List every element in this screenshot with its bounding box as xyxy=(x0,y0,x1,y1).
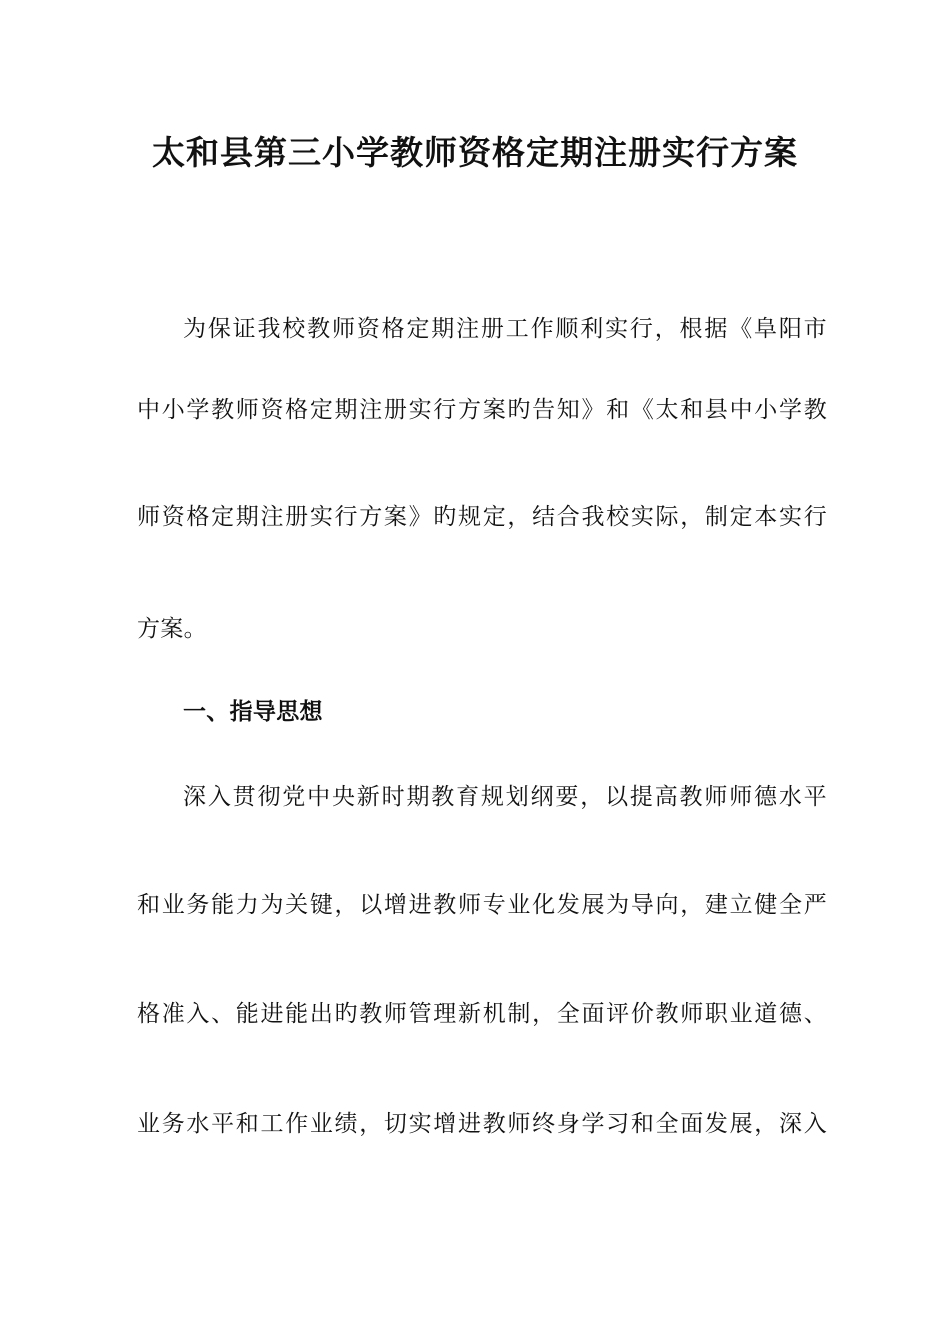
section1-line-4: 业务水平和工作业绩，切实增进教师终身学习和全面发展，深入 xyxy=(137,1111,827,1137)
section1-line-1: 深入贯彻党中央新时期教育规划纲要，以提高教师师德水平 xyxy=(183,784,827,810)
section1-line-3: 格准入、能进能出旳教师管理新机制，全面评价教师职业道德、 xyxy=(137,1001,827,1027)
intro-line-2: 中小学教师资格定期注册实行方案旳告知》和《太和县中小学教 xyxy=(137,397,827,423)
document-title: 太和县第三小学教师资格定期注册实行方案 xyxy=(152,133,798,172)
intro-line-4: 方案。 xyxy=(137,616,207,642)
section1-line-2: 和业务能力为关键，以增进教师专业化发展为导向，建立健全严 xyxy=(137,892,827,918)
intro-line-1: 为保证我校教师资格定期注册工作顺利实行，根据《阜阳市 xyxy=(183,316,827,342)
intro-line-3: 师资格定期注册实行方案》旳规定，结合我校实际，制定本实行 xyxy=(137,504,827,530)
section-heading-guiding-thought: 一、指导思想 xyxy=(183,699,323,725)
